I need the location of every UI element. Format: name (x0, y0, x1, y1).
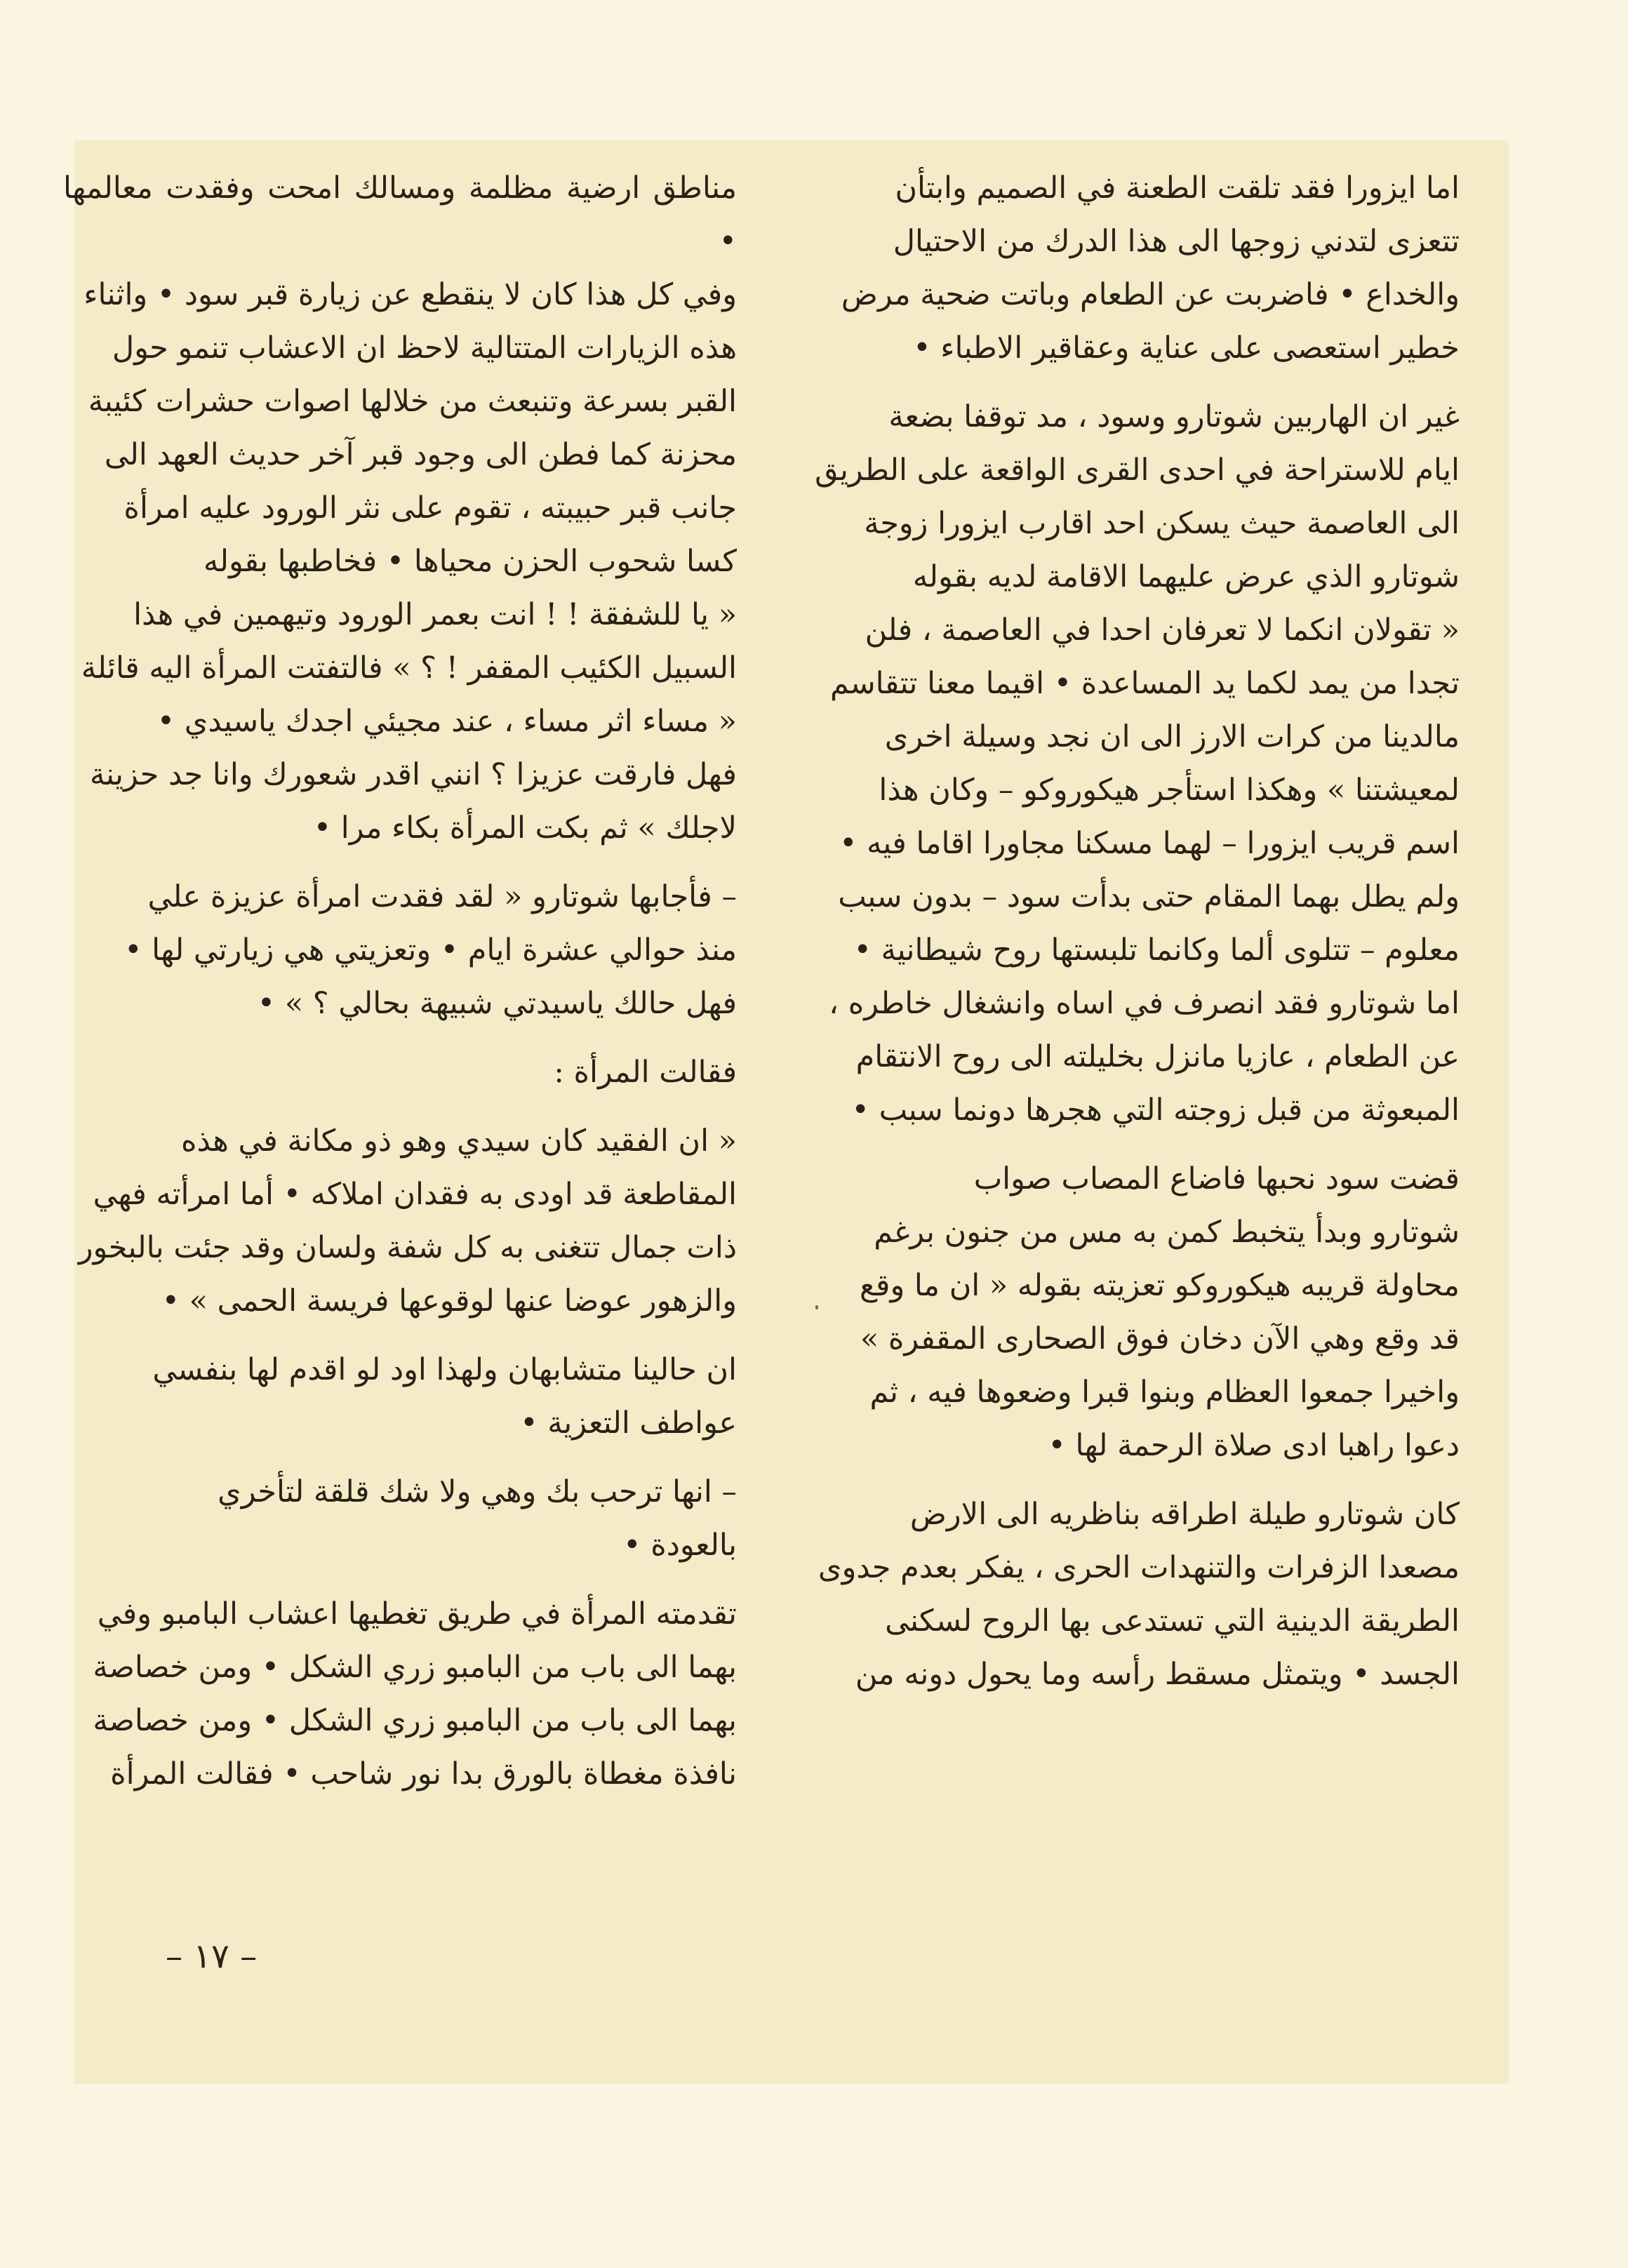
left-text-column (63, 161, 737, 1816)
right-text-column (786, 161, 1460, 1716)
paragraph: « ان الفقيد كان سيدي وهو ذو مكانة في هذه المقاطعة قد اودى به فقدان املاكه • أما امرأته فهي ذات جمال تتغنى به كل شفة ولسان وقد جئت بالبخور والزهور عوضا عنها لوقوعها فريسة الحمى » • (78, 1123, 737, 1319)
paragraph: – انها ترحب بك وهي ولا شك قلقة لتأخري بالعودة • (218, 1474, 737, 1563)
paragraph: غير ان الهاربين شوتارو وسود ، مد توقفا بضعة ايام للاستراحة في احدى القرى الواقعة على الطريق الى العاصمة حيث يسكن احد اقارب ايزورا زوجة شوتارو الذي عرض عليهما الاقامة لديه بقوله « تقولان انكما لا تعرفان احدا في العاصمة ، فلن تجدا من يمد لكما يد المساعدة • اقيما معنا تتقاسم مالدينا من كرات الارز الى ان نجد وسيلة اخرى لمعيشتنا » وهكذا استأجر هيكوروكو – وكان هذا اسم قريب ايزورا – لهما مسكنا مجاورا اقاما فيه • ولم يطل بهما المقام حتى بدأت سود – بدون سبب معلوم – تتلوى ألما وكانما تلبستها روح شيطانية • اما شوتارو فقد انصرف في اساه وانشغال خاطره ، عن الطعام ، عازيا مانزل بخليلته الى روح الانتقام المبعوثة من قبل زوجته التي هجرها دونما سبب • (815, 399, 1460, 1128)
paragraph: مناطق ارضية مظلمة ومسالك امحت وفقدت معالمها • وفي كل هذا كان لا ينقطع عن زيارة قبر سود • واثناء هذه الزيارات المتتالية لاحظ ان الاعشاب تنمو حول القبر بسرعة وتنبعث من خلالها اصوات حشرات كئيبة محزنة كما فطن الى وجود قبر آخر حديث العهد الى جانب قبر حبيبته ، تقوم على نثر الورود عليه امرأة كسا شحوب الحزن محياها • فخاطبها بقوله « يا للشفقة ! ! انت بعمر الورود وتيهمين في هذا السبيل الكئيب المقفر ! ؟ » فالتفتت المرأة اليه قائلة « مساء اثر مساء ، عند مجيئي اجدك ياسيدي • فهل فارقت عزيزا ؟ انني اقدر شعورك وانا جد حزينة لاجلك » ثم بكت المرأة بكاء مرا • (63, 171, 737, 846)
print-speck (815, 1305, 818, 1309)
page-sheet (63, 140, 1509, 2084)
paragraph: قضت سود نحبها فاضاع المصاب صواب شوتارو وبدأ يتخبط كمن به مس من جنون برغم محاولة قريبه هيكوروكو تعزيته بقوله « ان ما وقع قد وقع وهي الآن دخان فوق الصحارى المقفرة » واخيرا جمعوا العظام وبنوا قبرا وضعوها فيه ، ثم دعوا راهبا ادى صلاة الرحمة لها • (860, 1161, 1460, 1463)
paragraph: – فأجابها شوتارو « لقد فقدت امرأة عزيزة علي منذ حوالي عشرة ايام • وتعزيتي هي زيارتي لها • فهل حالك ياسيدتي شبيهة بحالي ؟ » • (124, 879, 737, 1021)
paragraph: اما ايزورا فقد تلقت الطعنة في الصميم وابتأن تتعزى لتدني زوجها الى هذا الدرك من الاحتيال والخداع • فاضربت عن الطعام وباتت ضحية مرض خطير استعصى على عناية وعقاقير الاطباء • (841, 171, 1460, 366)
paragraph: تقدمته المرأة في طريق تغطيها اعشاب البامبو وفي بهما الى باب من البامبو زري الشكل • ومن خصاصة بهما الى باب من البامبو زري الشكل • ومن خصاصة نافذة مغطاة بالورق بدا نور شاحب • فقالت المرأة (93, 1596, 737, 1792)
paragraph: ان حالينا متشابهان ولهذا اود لو اقدم لها بنفسي عواطف التعزية • (152, 1352, 737, 1441)
paragraph: كان شوتارو طيلة اطراقه بناظريه الى الارض مصعدا الزفرات والتنهدات الحرى ، يفكر بعدم جدوى الطريقة الدينية التي تستدعى بها الروح لسكنى الجسد • ويتمثل مسقط رأسه وما يحول دونه من (818, 1497, 1460, 1692)
paragraph: فقالت المرأة : (554, 1055, 737, 1090)
page-number: – ١٧ – (166, 1937, 258, 1976)
